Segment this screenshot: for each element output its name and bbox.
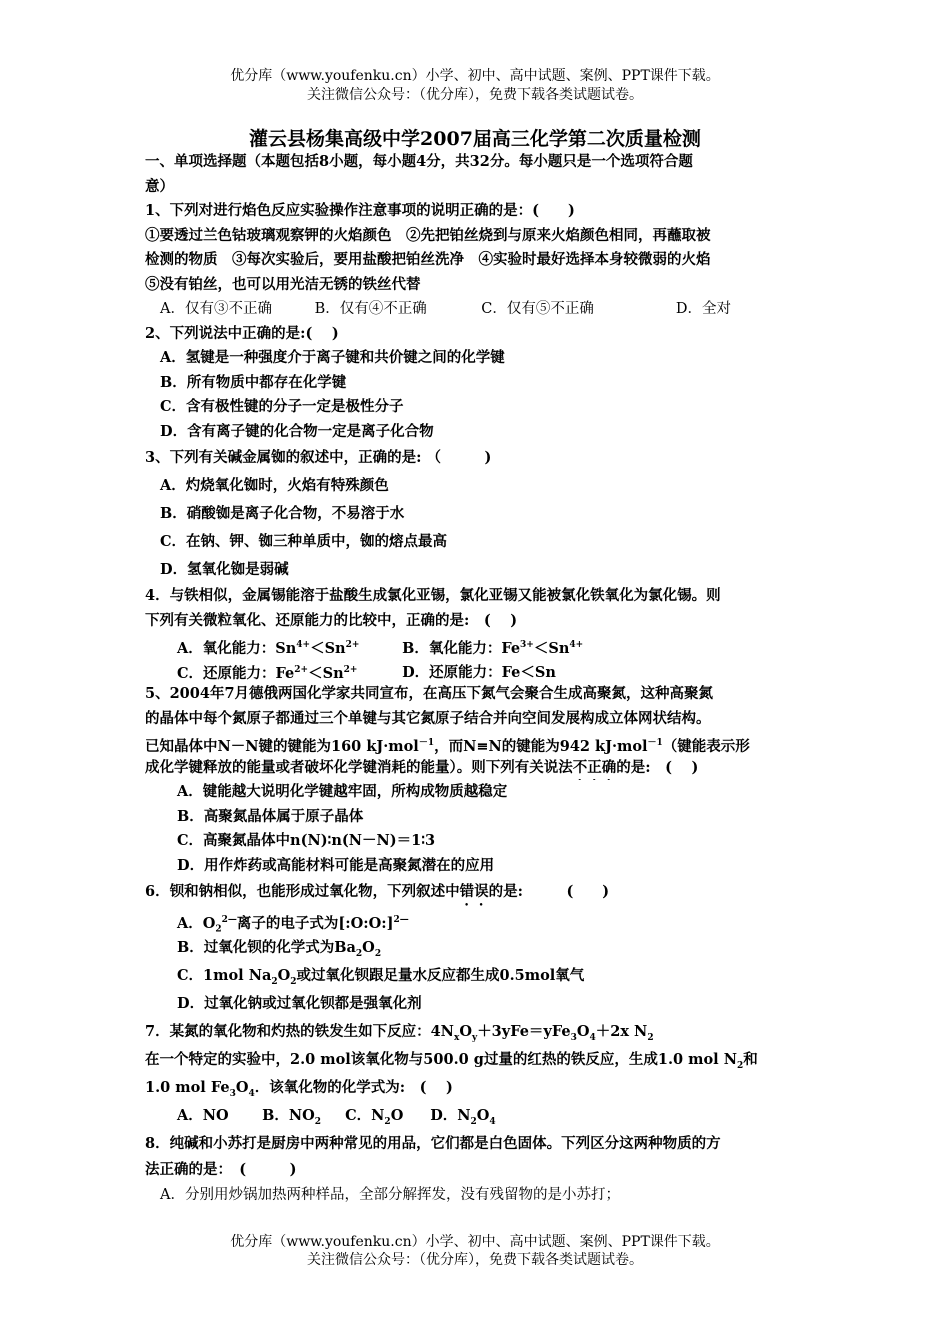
q4-option-b: B．氧化能力：$Fe^{3+}<Sn^{4+}$ bbox=[402, 639, 584, 657]
q6-option-b: B．过氧化钡的化学式为$Ba_2O_2$ bbox=[177, 939, 382, 959]
q5-text-3: 已知晶体中N－N键的键能为160 kJ·mol$^{-1}$，而N≡N的键能为942 kJ·mol$^{-1}$（键能表示形 bbox=[145, 737, 750, 755]
q3-stem: 3、下列有关碱金属铷的叙述中，正确的是: （ ) bbox=[145, 449, 492, 466]
q7-options bbox=[145, 1102, 810, 1130]
q1-option-a: A．仅有③不正确 bbox=[160, 301, 272, 317]
q7-option-c: C．$N_2O$ bbox=[345, 1107, 404, 1127]
q4-option-a: A．氧化能力：$Sn^{4+}<Sn^{2+}$ bbox=[177, 639, 360, 657]
q7-text-3: 1.0 mol $Fe_3O_4$．该氧化物的化学式为: ( ) bbox=[145, 1079, 453, 1099]
header-line-2: 关注微信公众号：（优分库），免费下载各类试题试卷。 bbox=[307, 87, 643, 103]
q2-stem: 2、下列说法中正确的是:( ) bbox=[145, 324, 339, 342]
q5-option-d: D．用作炸药或高能材料可能是高聚氮潜在的应用 bbox=[177, 856, 495, 874]
q7-option-a: A．NO bbox=[177, 1107, 229, 1124]
footer-line-2: 关注微信公众号：（优分库），免费下载各类试题试卷。 bbox=[307, 1252, 643, 1268]
q6-option-a: A．$O_2^{2—}$离子的电子式为[:O:O:]$^{2—}$ bbox=[177, 914, 409, 934]
q3-option-b: B．硝酸铷是离子化合物，不易溶于水 bbox=[160, 505, 405, 522]
q5-option-c: C．高聚氮晶体中n(N)∶n(N－N)＝1∶3 bbox=[177, 832, 436, 849]
header-line-1: 优分库（www.youfenku.cn）小学、初中、高中试题、案例、PPT课件下载。 bbox=[230, 68, 720, 84]
exam-content bbox=[145, 150, 810, 1207]
q4-option-c: C．还原能力：$Fe^{2+}<Sn^{2+}$ bbox=[177, 664, 358, 682]
q4-options-cd bbox=[145, 658, 810, 683]
q2-option-b: B．所有物质中都存在化学键 bbox=[160, 373, 347, 391]
q4-option-d: D．还原能力：Fe＜Sn bbox=[402, 664, 556, 682]
q1-options bbox=[145, 297, 810, 322]
q6-option-c: C．1mol $Na_2O_2$或过氧化钡跟足量水反应都生成0.5mol氧气 bbox=[177, 967, 585, 987]
q2-option-c: C．含有极性键的分子一定是极性分子 bbox=[160, 398, 404, 415]
q1-text-2: 检测的物质 ③每次实验后，要用盐酸把铂丝洗净 ④实验时最好选择本身较微弱的火焰 bbox=[145, 251, 711, 268]
q7-option-b: B．$NO_2$ bbox=[262, 1107, 321, 1127]
q7-stem: 7．某氮的氧化物和灼热的铁发生如下反应：$4N_xO_y+3yFe=yFe_3O_4+2x$ $N_2$ bbox=[145, 1023, 654, 1043]
q1-option-c: C．仅有⑤不正确 bbox=[481, 301, 594, 317]
q8-text-1: 8．纯碱和小苏打是厨房中两种常见的用品，它们都是白色固体。下列区分这两种物质的方 bbox=[145, 1135, 721, 1152]
q8-option-a: A．分别用炒锅加热两种样品，全部分解挥发，没有残留物的是小苏打； bbox=[160, 1186, 620, 1203]
section-heading-cont: 意） bbox=[145, 177, 174, 195]
q6-option-d: D．过氧化钠或过氧化钡都是强氧化剂 bbox=[177, 995, 422, 1012]
q2-option-d: D．含有离子键的化合物一定是离子化合物 bbox=[160, 422, 434, 440]
q7-option-d: D．$N_2O_4$ bbox=[430, 1107, 496, 1127]
q3-option-a: A．灼烧氧化铷时，火焰有特殊颜色 bbox=[160, 477, 389, 494]
q7-text-2: 在一个特定的实验中，2.0 mol该氧化物与500.0 g过量的红热的铁反应，生成1.0 mol $N_2$和 bbox=[145, 1051, 758, 1071]
q5-option-b: B．高聚氮晶体属于原子晶体 bbox=[177, 807, 364, 825]
q5-option-a: A．键能越大说明化学键越牢固，所构成物质越稳定 bbox=[177, 783, 508, 800]
q3-option-c: C．在钠、钾、铷三种单质中，铷的熔点最高 bbox=[160, 533, 448, 550]
exam-title: 灌云县杨集高级中学2007届高三化学第二次质量检测 bbox=[249, 128, 701, 150]
footer-line-1: 优分库（www.youfenku.cn）小学、初中、高中试题、案例、PPT课件下载。 bbox=[230, 1234, 720, 1250]
q4-options-ab bbox=[145, 633, 810, 658]
q5-text-2: 的晶体中每个氮原子都通过三个单键与其它氮原子结合并向空间发展构成立体网状结构。 bbox=[145, 709, 711, 727]
q1-stem: 1、下列对进行焰色反应实验操作注意事项的说明正确的是：( ) bbox=[145, 202, 575, 219]
q8-text-2: 法正确的是： ( ) bbox=[145, 1161, 297, 1178]
q1-text-1: ①要透过兰色钴玻璃观察钾的火焰颜色 ②先把铂丝烧到与原来火焰颜色相同，再蘸取被 bbox=[145, 226, 711, 244]
q1-text-3: ⑤没有铂丝，也可以用光洁无锈的铁丝代替 bbox=[145, 275, 421, 293]
q4-text-1: 4．与铁相似，金属锡能溶于盐酸生成氯化亚锡，氯化亚锡又能被氯化铁氧化为氯化锡。则 bbox=[145, 587, 721, 604]
section-heading: 一、单项选择题（本题包括8小题，每小题4分，共32分。每小题只是一个选项符合题 bbox=[145, 153, 693, 170]
q4-text-2: 下列有关微粒氧化、还原能力的比较中，正确的是: ( ) bbox=[145, 611, 518, 629]
q6-stem: 6．钡和钠相似，也能形成过氧化物，下列叙述中错误的是: ( ) bbox=[145, 883, 610, 900]
q1-option-b: B．仅有④不正确 bbox=[314, 301, 427, 317]
q2-option-a: A．氢键是一种强度介于离子键和共价键之间的化学键 bbox=[160, 349, 505, 366]
q3-option-d: D．氢氧化铷是弱碱 bbox=[160, 561, 289, 578]
q5-text-1: 5、2004年7月德俄两国化学家共同宣布，在高压下氮气会聚合生成高聚氮，这种高聚氮 bbox=[145, 685, 714, 702]
q5-text-4: 成化学键释放的能量或者破坏化学键消耗的能量）。则下列有关说法不正确的是: ( ) bbox=[145, 758, 699, 776]
q1-option-d: D．全对 bbox=[675, 301, 731, 317]
